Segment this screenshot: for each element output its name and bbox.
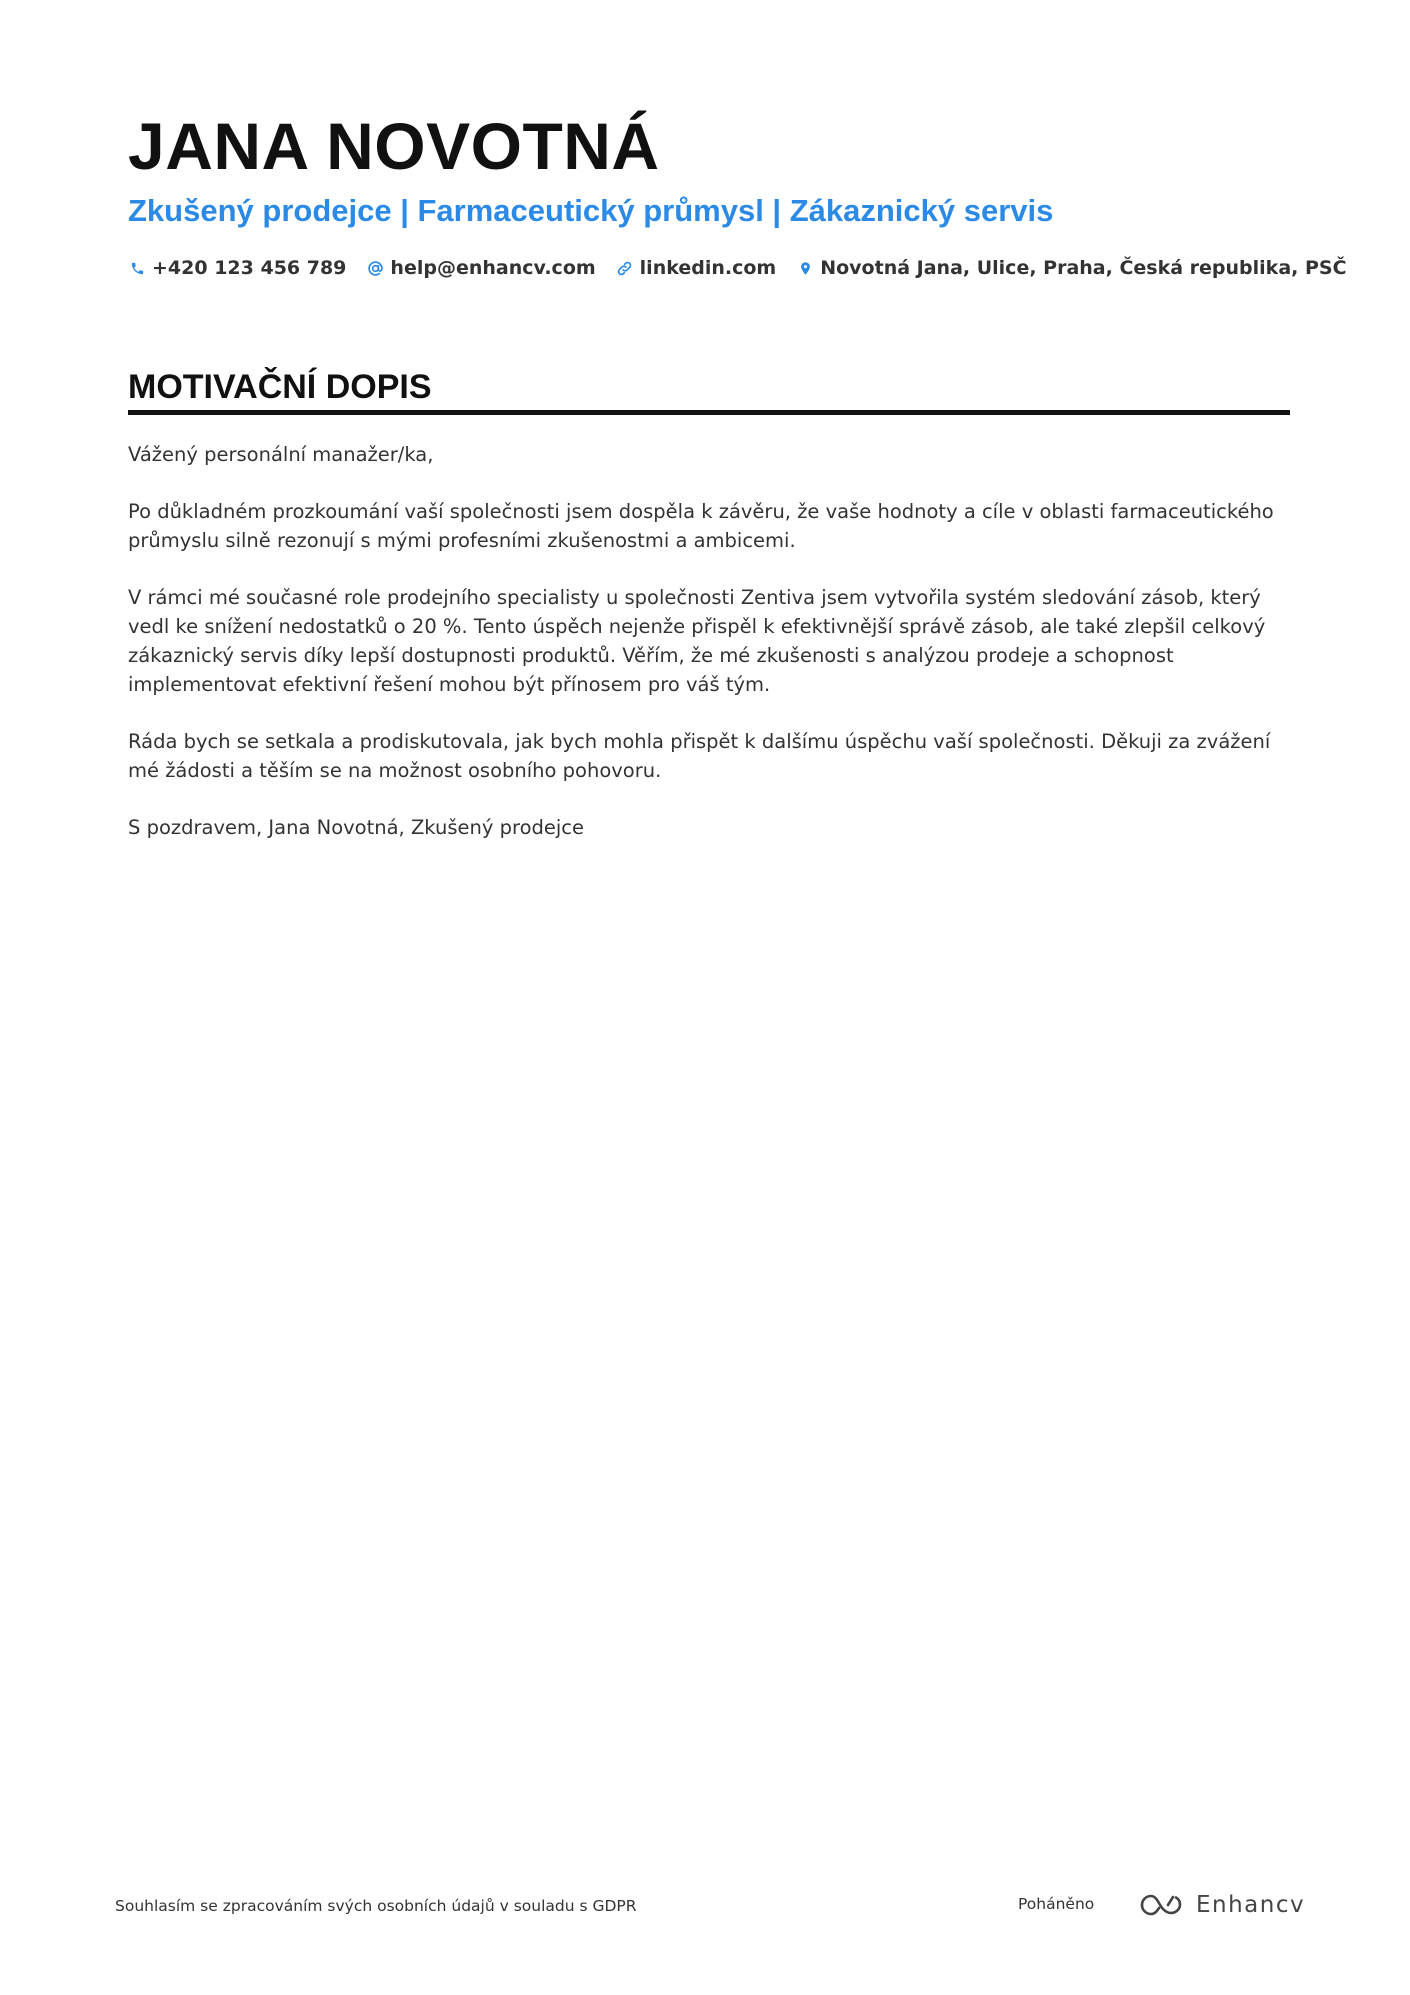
letter-paragraph: Ráda bych se setkala a prodiskutovala, jak bych mohla přispět k dalšímu úspěchu vaší společnosti. Děkuji za zvážení mé žádosti a těším se na možnost osobního pohovoru. <box>128 730 1271 782</box>
email-text[interactable]: help@enhancv.com <box>390 257 596 279</box>
enhancv-brand[interactable] <box>1138 1888 1305 1922</box>
at-icon <box>366 259 384 277</box>
gdpr-consent: Souhlasím se zpracováním svých osobních údajů v souladu s GDPR <box>115 1897 637 1915</box>
contact-address <box>796 257 1346 279</box>
letter-closing: S pozdravem, Jana Novotná, Zkušený prodejce <box>128 816 585 839</box>
letter-body <box>128 440 1290 870</box>
powered-by-label: Poháněno <box>1018 1895 1095 1913</box>
letter-salutation: Vážený personální manažer/ka, <box>128 443 434 466</box>
linkedin-text[interactable]: linkedin.com <box>639 257 777 279</box>
contact-bar <box>128 253 1367 283</box>
letter-paragraph: V rámci mé současné role prodejního specialisty u společnosti Zentiva jsem vytvořila systém sledování zásob, který vedl ke snížení nedostatků o 20 %. Tento úspěch nejenže přispěl k efektivnější správě zásob, ale také zlepšil celkový zákaznický servis díky lepší dostupnosti produktů. Věřím, že mé zkušenosti s analýzou prodeje a schopnost implementovat efektivní řešení mohou být přínosem pro váš tým. <box>128 586 1266 696</box>
contact-phone <box>128 257 346 279</box>
enhancv-logo-text: Enhancv <box>1196 1892 1306 1918</box>
link-icon <box>616 259 634 277</box>
candidate-name: JANA NOVOTNÁ <box>128 109 660 183</box>
phone-icon <box>128 259 146 277</box>
letter-paragraph: Po důkladném prozkoumání vaší společnosti jsem dospěla k závěru, že vaše hodnoty a cíle v oblasti farmaceutického průmyslu silně rezonují s mými profesními zkušenostmi a ambicemi. <box>128 500 1274 552</box>
location-pin-icon <box>796 259 814 277</box>
contact-email[interactable] <box>366 257 595 279</box>
address-text: Novotná Jana, Ulice, Praha, Česká republika, PSČ <box>820 257 1347 279</box>
section-title: MOTIVAČNÍ DOPIS <box>128 368 432 406</box>
candidate-headline: Zkušený prodejce | Farmaceutický průmysl | Zákaznický servis <box>128 193 1054 228</box>
enhancv-logo-icon <box>1138 1891 1184 1919</box>
contact-linkedin[interactable] <box>616 257 777 279</box>
phone-text: +420 123 456 789 <box>152 257 347 279</box>
section-divider <box>128 410 1290 415</box>
